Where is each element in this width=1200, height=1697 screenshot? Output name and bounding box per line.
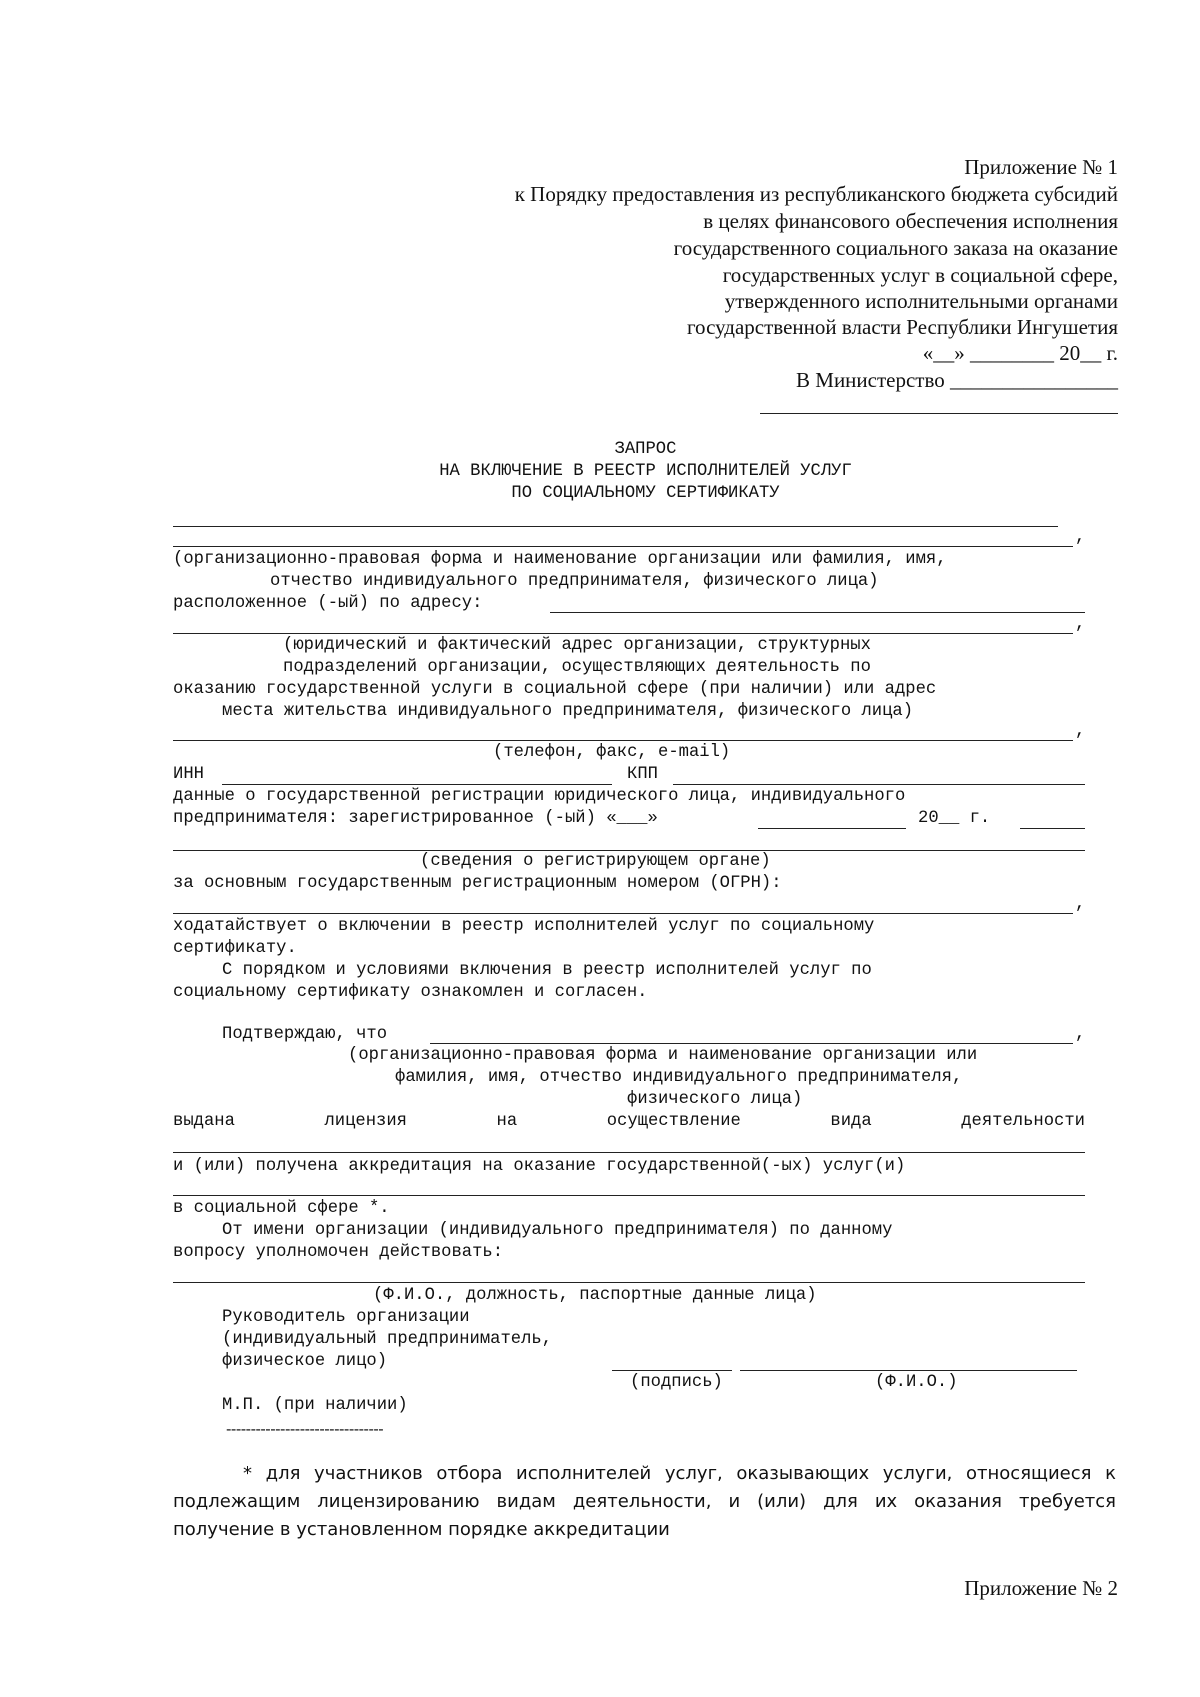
comma: , (1075, 1025, 1086, 1044)
fio-field[interactable] (740, 1370, 1077, 1371)
header-line: государственной власти Республики Ингушетия (686, 315, 1118, 339)
doc-title-3: ПО СОЦИАЛЬНОМУ СЕРТИФИКАТУ (511, 484, 780, 503)
address-hint-3: оказанию государственной услуги в социальной сфере (при наличии) или адрес (173, 680, 937, 699)
person-field[interactable] (173, 1282, 1085, 1283)
license-word: вида (830, 1112, 872, 1131)
org-rule-2 (173, 546, 1073, 547)
org-hint-2: отчество индивидуального предпринимателя, физического лица) (270, 572, 879, 591)
header-line: утвержденного исполнительными органами (724, 289, 1118, 313)
header-line: государственных услуг в социальной сфере, (722, 263, 1118, 287)
confirm-field[interactable] (430, 1043, 1073, 1044)
license-word: осуществление (606, 1112, 741, 1131)
signature-field[interactable] (612, 1370, 732, 1371)
accreditation-line: и (или) получена аккредитация на оказание государственной(-ых) услуг(и) (173, 1157, 906, 1176)
ogrn-field[interactable] (173, 913, 1073, 914)
org-hint: (организационно-правовая форма и наименование организации или фамилия, имя, (173, 550, 947, 569)
agreement-text-2: социальному сертификату ознакомлен и согласен. (173, 983, 648, 1002)
confirm-hint-3: физического лица) (627, 1090, 803, 1109)
head-label: Руководитель организации (222, 1308, 470, 1327)
ministry-line: В Министерство ________________ (796, 368, 1118, 392)
contact-hint: (телефон, факс, e-mail) (493, 743, 731, 762)
agreement-text: С порядком и условиями включения в реестр исполнителей услуг по (222, 961, 872, 980)
confirm-label: Подтверждаю, что (222, 1025, 388, 1044)
confirm-hint-2: фамилия, имя, отчество индивидуального предпринимателя, (395, 1068, 963, 1087)
registration-tail-field[interactable] (1020, 828, 1085, 829)
registration-year: 20__ г. (918, 809, 991, 828)
comma: , (1075, 528, 1086, 547)
license-field[interactable] (173, 1152, 1085, 1153)
ministry-rule (760, 413, 1118, 414)
address-hint-4: места жительства индивидуального предпринимателя, физического лица) (222, 702, 914, 721)
petition-text-2: сертификату. (173, 939, 297, 958)
petition-text: ходатайствует о включении в реестр исполнителей услуг по социальному (173, 917, 875, 936)
registration-month-field[interactable] (758, 828, 906, 829)
address-hint: (юридический и фактический адрес организации, структурных (283, 636, 871, 655)
ogrn-label: за основным государственным регистрационным номером (ОГРН): (173, 874, 782, 893)
header-line: к Порядку предоставления из республиканского бюджета субсидий (514, 182, 1118, 206)
social-sphere-text: в социальной сфере *. (173, 1199, 390, 1218)
license-word: деятельности (961, 1112, 1085, 1131)
address-label: расположенное (-ый) по адресу: (173, 594, 483, 613)
separator-dashes: -------------------------------- (226, 1420, 384, 1438)
date-line: «__» ________ 20__ г. (922, 341, 1118, 365)
person-hint: (Ф.И.О., должность, паспортные данные лица) (373, 1286, 817, 1305)
kpp-label: КПП (627, 765, 658, 784)
authorized-text-2: вопросу уполномочен действовать: (173, 1243, 504, 1262)
org-rule-1 (173, 526, 1058, 527)
inn-label: ИНН (173, 765, 204, 784)
comma: , (1075, 722, 1086, 741)
footnote: * для участников отбора исполнителей услуг, оказывающих услуги, относящиеся к подлежащим лицензированию видам деятельности, и (или) для их оказания требуется получение в установленном порядке аккредитации (173, 1463, 1116, 1540)
stamp-label: М.П. (при наличии) (222, 1396, 408, 1415)
address-rule-2 (173, 633, 1073, 634)
comma: , (1075, 895, 1086, 914)
head-label-2: (индивидуальный предприниматель, (222, 1330, 553, 1349)
doc-title-2: НА ВКЛЮЧЕНИЕ В РЕЕСТР ИСПОЛНИТЕЛЕЙ УСЛУГ (439, 462, 852, 481)
header-line: в целях финансового обеспечения исполнения (703, 209, 1118, 233)
registrar-hint: (сведения о регистрирующем органе) (420, 852, 771, 871)
address-rule-1 (550, 612, 1085, 613)
confirm-hint: (организационно-правовая форма и наименование организации или (348, 1046, 978, 1065)
license-word: выдана (173, 1112, 235, 1131)
kpp-field[interactable] (673, 784, 1085, 785)
license-line (173, 1112, 1085, 1131)
head-label-3: физическое лицо) (222, 1352, 388, 1371)
registration-line: данные о государственной регистрации юридического лица, индивидуального (173, 787, 906, 806)
registrar-rule (173, 850, 1085, 851)
address-hint-2: подразделений организации, осуществляющих деятельность по (283, 658, 871, 677)
license-word: лицензия (324, 1112, 407, 1131)
fio-hint: (Ф.И.О.) (875, 1373, 958, 1392)
header-line: государственного социального заказа на оказание (673, 236, 1118, 260)
registration-line-2: предпринимателя: зарегистрированное (-ый) «___» (173, 809, 658, 828)
accreditation-field[interactable] (173, 1195, 1085, 1196)
comma: , (1075, 615, 1086, 634)
appendix-label: Приложение № 1 (964, 155, 1118, 179)
contact-rule (173, 740, 1073, 741)
signature-hint: (подпись) (630, 1373, 723, 1392)
authorized-text: От имени организации (индивидуального предпринимателя) по данному (222, 1221, 893, 1240)
next-appendix-label: Приложение № 2 (964, 1576, 1118, 1600)
license-word: на (496, 1112, 518, 1131)
inn-field[interactable] (222, 784, 612, 785)
doc-title: ЗАПРОС (614, 440, 677, 459)
